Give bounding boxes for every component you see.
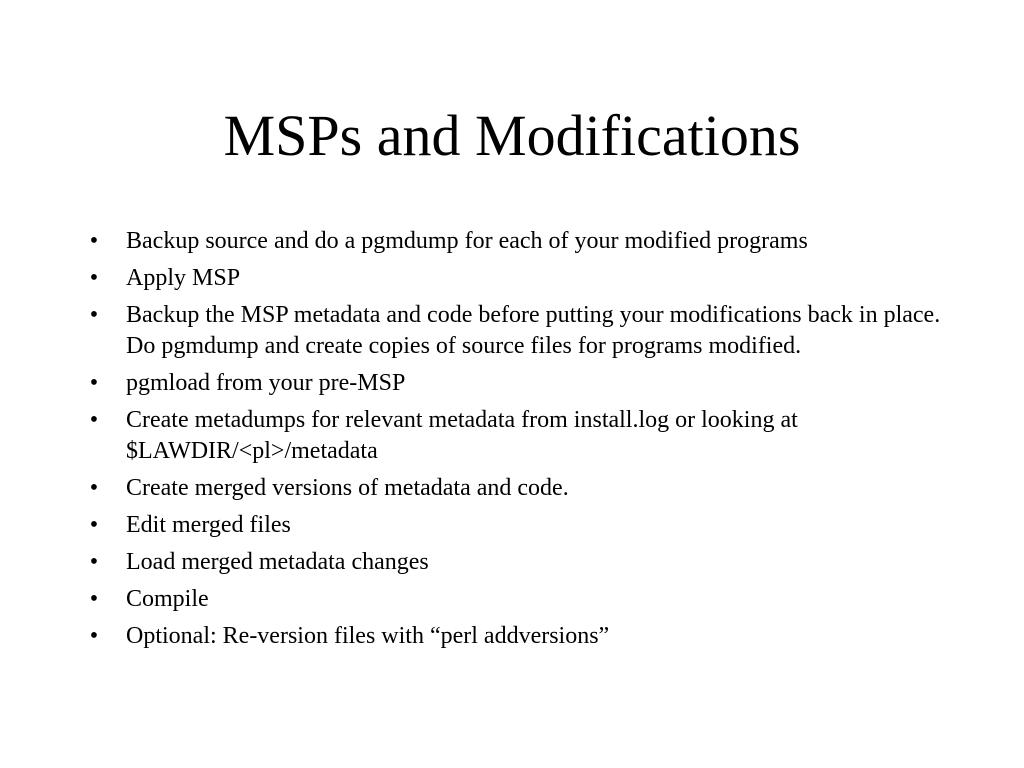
bullet-item-2	[84, 263, 954, 294]
bullet-text: Create merged versions of metadata and code.	[126, 475, 569, 501]
bullet-item-3	[84, 300, 954, 362]
bullet-item-6	[84, 473, 954, 504]
bullet-text: Backup the MSP metadata and code before putting your modifications back in place. Do pgmdump and create copies of source files for programs modified.	[126, 302, 941, 359]
bullet-text: pgmload from your pre-MSP	[126, 370, 406, 396]
bullet-list	[84, 226, 954, 658]
bullet-text: Compile	[126, 586, 209, 612]
bullet-dot-icon: •	[89, 302, 99, 328]
bullet-text: Backup source and do a pgmdump for each of your modified programs	[126, 228, 808, 254]
bullet-dot-icon: •	[89, 228, 99, 254]
bullet-dot-icon: •	[89, 623, 99, 649]
bullet-dot-icon: •	[89, 265, 99, 291]
bullet-dot-icon: •	[89, 549, 99, 575]
bullet-dot-icon: •	[89, 475, 99, 501]
bullet-dot-icon: •	[89, 586, 99, 612]
bullet-item-7	[84, 510, 954, 541]
slide-title: MSPs and Modifications	[223, 103, 801, 168]
bullet-item-8	[84, 547, 954, 578]
bullet-text: Optional: Re-version files with “perl addversions”	[126, 623, 610, 649]
bullet-item-4	[84, 368, 954, 399]
bullet-dot-icon: •	[89, 370, 99, 396]
bullet-text: Create metadumps for relevant metadata from install.log or looking at $LAWDIR/<pl>/metadata	[126, 407, 798, 464]
bullet-text: Load merged metadata changes	[126, 549, 429, 575]
bullet-item-10	[84, 621, 954, 652]
bullet-item-1	[84, 226, 954, 257]
bullet-text: Edit merged files	[126, 512, 291, 538]
bullet-item-9	[84, 584, 954, 615]
bullet-text: Apply MSP	[126, 265, 241, 291]
bullet-item-5	[84, 405, 954, 467]
bullet-dot-icon: •	[89, 512, 99, 538]
bullet-dot-icon: •	[89, 407, 99, 433]
